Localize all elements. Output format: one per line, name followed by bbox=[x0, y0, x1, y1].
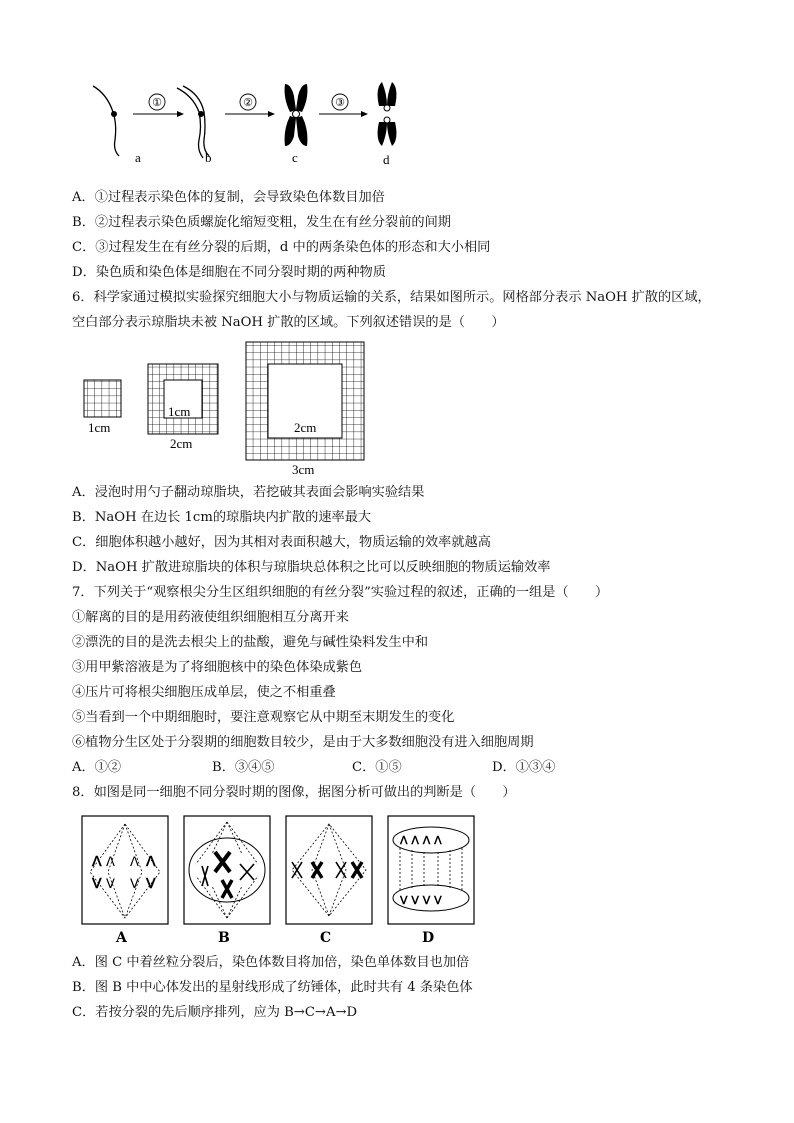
cell-division-figure bbox=[80, 814, 480, 946]
cell-b bbox=[184, 816, 270, 924]
svg-text:ᐱ: ᐱ bbox=[106, 855, 115, 870]
cube-2cm-inner-label: 1cm bbox=[168, 404, 191, 419]
svg-text:ᐯ: ᐯ bbox=[92, 876, 102, 892]
q8-option-b: B．图 B 中中心体发出的星射线形成了纺锤体，此时共有 4 条染色体 bbox=[72, 980, 473, 995]
q5-option-d: D．染色质和染色体是细胞在不同分裂时期的两种物质 bbox=[72, 265, 386, 280]
chromatin-a bbox=[93, 86, 119, 156]
q7-item-2: ②漂洗的目的是洗去根尖上的盐酸，避免与碱性染料发生中和 bbox=[72, 635, 429, 650]
svg-text:ᐱ: ᐱ bbox=[146, 854, 156, 870]
q7-item-1: ①解离的目的是用药液使组织细胞相互分离开来 bbox=[72, 610, 349, 625]
q7-choice-d: D．①③④ bbox=[492, 760, 556, 775]
agar-cube-figure bbox=[80, 338, 380, 478]
cell-c bbox=[286, 816, 372, 924]
cell-d-label: D bbox=[422, 930, 435, 946]
svg-text:ᐯ: ᐯ bbox=[106, 877, 115, 892]
q7-item-6: ⑥植物分生区处于分裂期的细胞数目较少，是由于大多数细胞没有进入细胞周期 bbox=[72, 735, 534, 750]
q6-option-c: C．细胞体积越小越好，因为其相对表面积越大，物质运输的效率就越高 bbox=[72, 535, 491, 550]
cube-3cm-inner-label: 2cm bbox=[294, 420, 317, 435]
q6-option-d: D．NaOH 扩散进琼脂块的体积与琼脂块总体积之比可以反映细胞的物质运输效率 bbox=[72, 560, 551, 575]
label-d: d bbox=[383, 152, 390, 167]
cube-2cm-label: 2cm bbox=[170, 436, 193, 451]
q7-choice-a: A．①② bbox=[72, 760, 122, 775]
q6-option-b: B．NaOH 在边长 1cm的琼脂块内扩散的速率最大 bbox=[72, 510, 372, 525]
step-2-label: ② bbox=[243, 96, 253, 109]
q5-option-c: C．③过程发生在有丝分裂的后期，d 中的两条染色体的形态和大小相同 bbox=[72, 240, 491, 255]
cell-d bbox=[388, 816, 474, 924]
cube-1cm-label: 1cm bbox=[88, 420, 111, 435]
svg-text:ᐯ: ᐯ bbox=[130, 877, 139, 892]
svg-text:ᐯ ᐯ ᐯ ᐯ: ᐯ ᐯ ᐯ ᐯ bbox=[400, 894, 442, 907]
label-c: c bbox=[292, 150, 298, 165]
cube-1cm bbox=[84, 380, 121, 417]
svg-text:ᐱ: ᐱ bbox=[92, 854, 102, 870]
q8-option-a: A．图 C 中着丝粒分裂后，染色体数目将加倍，染色单体数目也加倍 bbox=[72, 955, 470, 970]
q7-item-5: ⑤当看到一个中期细胞时，要注意观察它从中期至末期发生的变化 bbox=[72, 710, 455, 725]
chromosome-c bbox=[285, 84, 308, 146]
label-b: b bbox=[205, 150, 212, 165]
chromosome-process-figure bbox=[85, 80, 415, 170]
label-a: a bbox=[135, 150, 141, 165]
q8-stem: 8．如图是同一细胞不同分裂时期的图像，据图分析可做出的判断是（ ） bbox=[72, 785, 516, 800]
svg-text:ᐱ: ᐱ bbox=[130, 855, 139, 870]
svg-text:ᐯ: ᐯ bbox=[146, 876, 156, 892]
cell-b-label: B bbox=[218, 930, 230, 946]
cell-a bbox=[82, 816, 168, 924]
cube-3cm-label: 3cm bbox=[292, 462, 315, 477]
q6-stem-line2: 空白部分表示琼脂块未被 NaOH 扩散的区域。下列叙述错误的是（ ） bbox=[72, 315, 505, 330]
q7-choice-b: B．③④⑤ bbox=[212, 760, 275, 775]
q7-item-4: ④压片可将根尖细胞压成单层，使之不相重叠 bbox=[72, 685, 336, 700]
cell-c-label: C bbox=[320, 930, 332, 946]
q7-stem: 7．下列关于“观察根尖分生区组织细胞的有丝分裂”实验过程的叙述，正确的一组是（ ） bbox=[72, 585, 609, 600]
q7-choice-c: C．①⑤ bbox=[352, 760, 402, 775]
step-1-label: ① bbox=[152, 96, 162, 109]
q6-stem-line1: 6．科学家通过模拟实验探究细胞大小与物质运输的关系，结果如图所示。网格部分表示 NaOH 扩散的区域， bbox=[72, 290, 711, 305]
cell-a-label: A bbox=[116, 930, 127, 946]
q6-option-a: A．浸泡时用勺子翻动琼脂块，若挖破其表面会影响实验结果 bbox=[72, 485, 425, 500]
svg-text:ᐱ ᐱ ᐱ ᐱ: ᐱ ᐱ ᐱ ᐱ bbox=[400, 834, 442, 847]
step-3-label: ③ bbox=[335, 96, 345, 109]
q7-item-3: ③用甲紫溶液是为了将细胞核中的染色体染成紫色 bbox=[72, 660, 363, 675]
chromosome-d bbox=[378, 82, 397, 146]
q7-choices bbox=[72, 759, 555, 777]
q8-option-c: C．若按分裂的先后顺序排列，应为 B→C→A→D bbox=[72, 1005, 358, 1020]
q5-option-b: B．②过程表示染色质螺旋化缩短变粗，发生在有丝分裂前的间期 bbox=[72, 215, 451, 230]
q5-option-a: A．①过程表示染色体的复制，会导致染色体数目加倍 bbox=[72, 190, 385, 205]
